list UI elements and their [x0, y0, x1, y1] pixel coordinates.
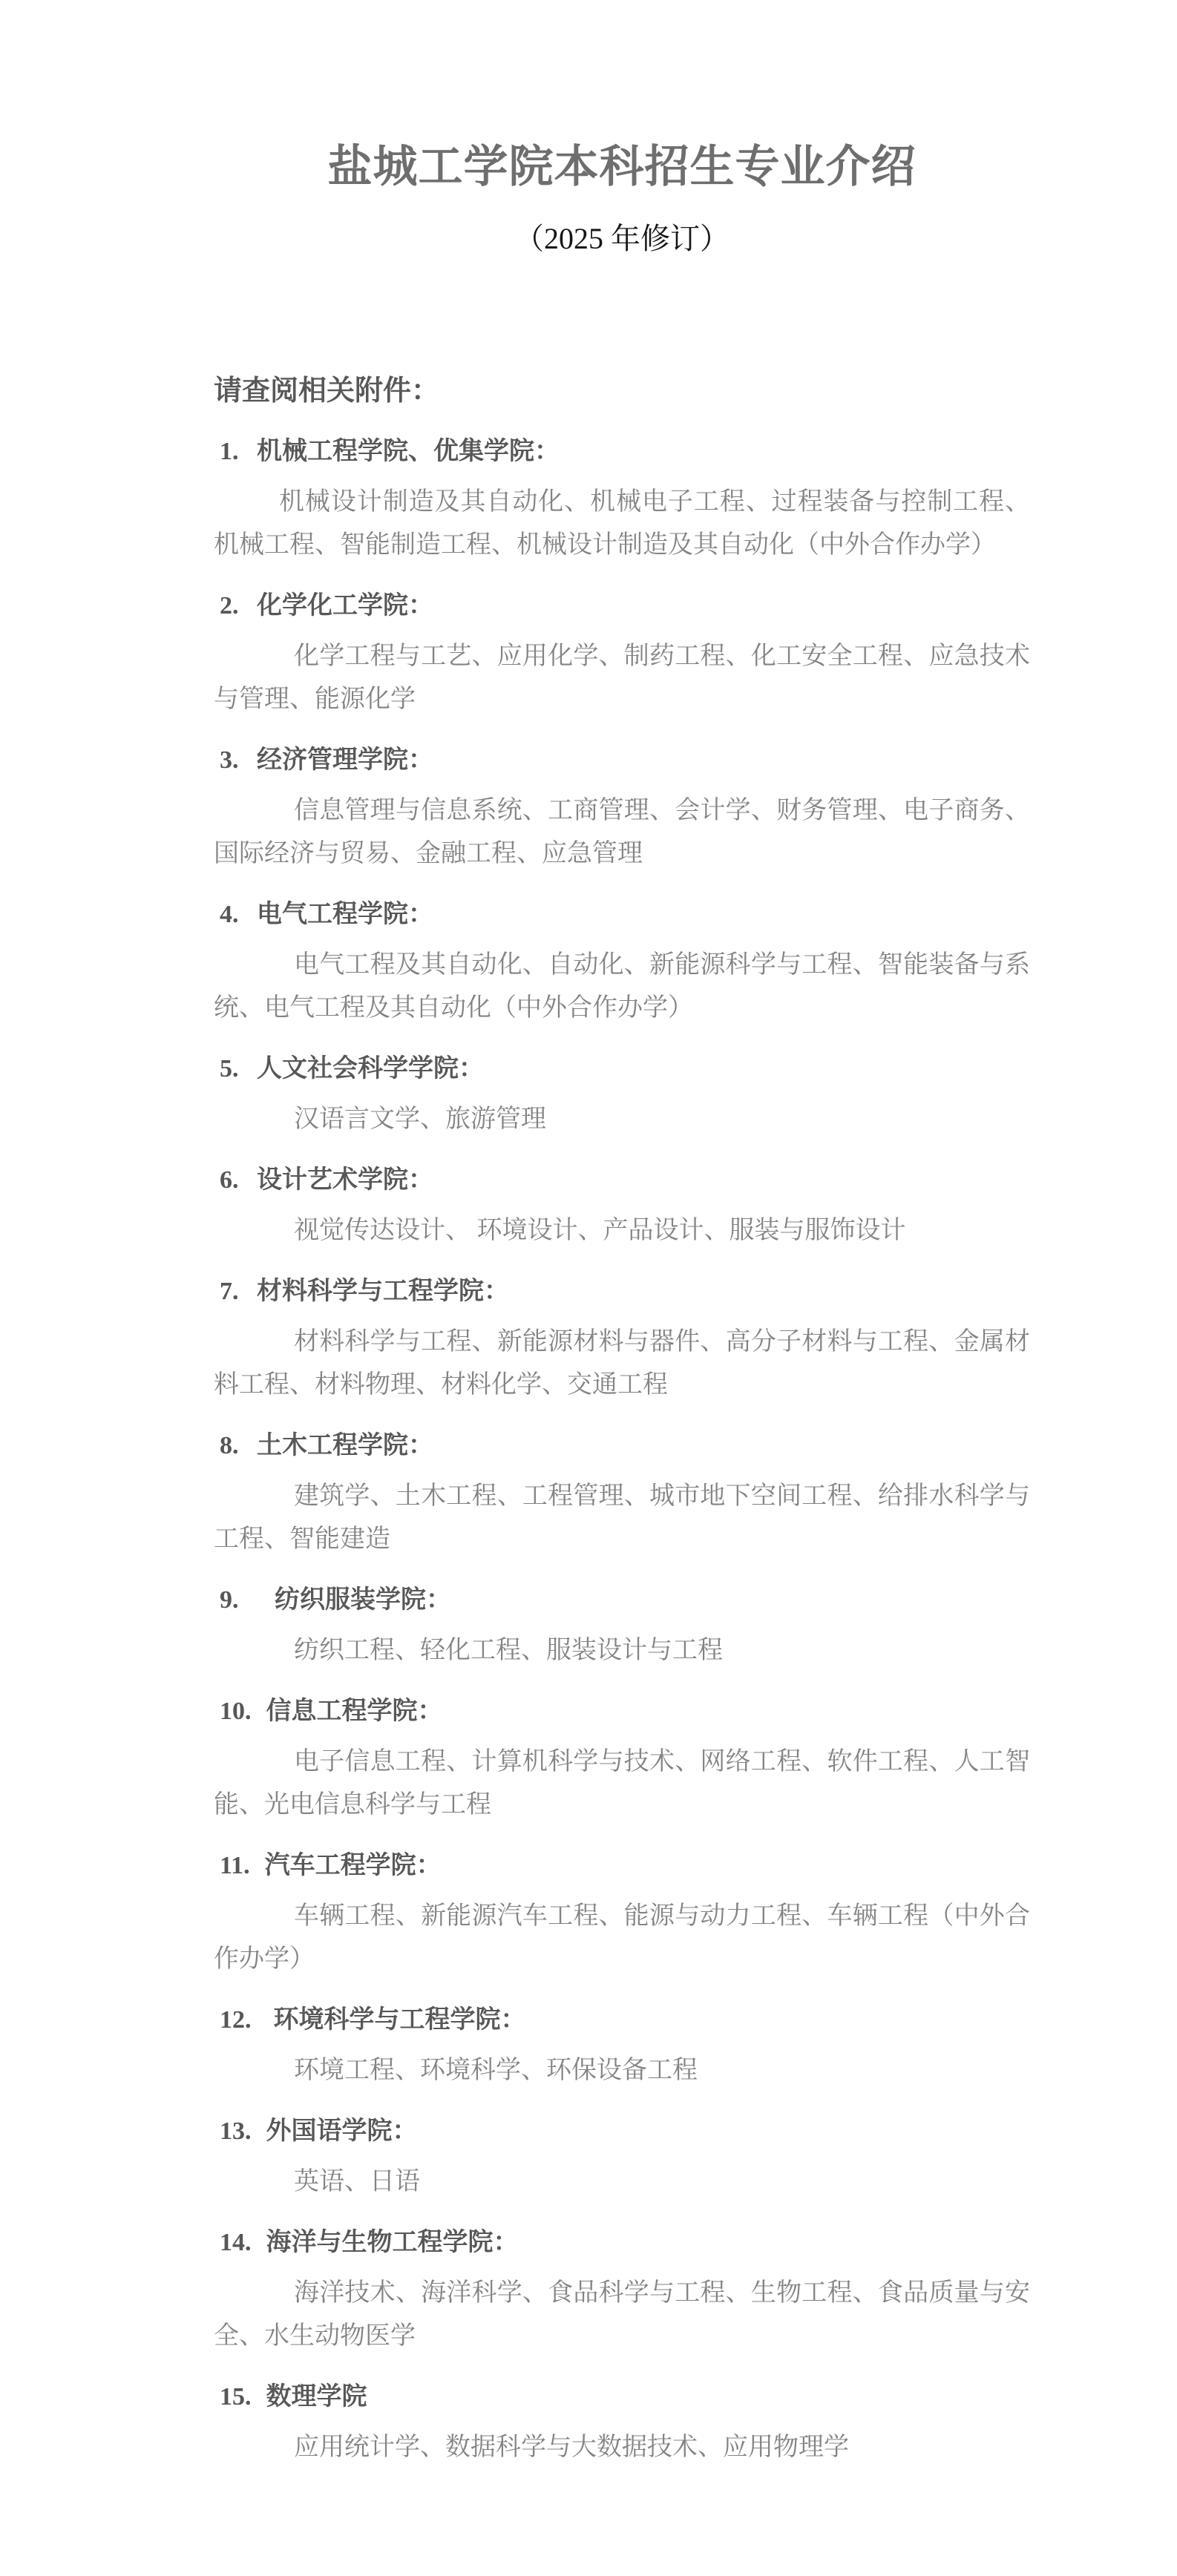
college-name: 信息工程学院： [266, 1698, 443, 1725]
college-name: 化学化工学院： [257, 592, 433, 620]
college-number: 1. [220, 438, 239, 465]
college-item [214, 1048, 1030, 1141]
college-majors: 车辆工程、新能源汽车工程、能源与动力工程、车辆工程（中外合作办学） [214, 1902, 1030, 1973]
college-majors: 电气工程及其自动化、自动化、新能源科学与工程、智能装备与系统、电气工程及其自动化（中外合作办学） [214, 951, 1030, 1022]
college-majors: 环境工程、环境科学、环保设备工程 [294, 2057, 698, 2084]
college-majors: 材料科学与工程、新能源材料与器件、高分子材料与工程、金属材料工程、材料物理、材料化学、交通工程 [214, 1328, 1030, 1399]
college-number: 3. [220, 746, 239, 774]
college-number: 4. [220, 901, 239, 928]
college-majors: 英语、日语 [294, 2168, 420, 2195]
college-item [214, 1579, 1030, 1672]
college-heading [214, 2110, 1030, 2153]
college-heading [214, 1999, 1030, 2042]
page-subtitle: （2025 年修订） [514, 222, 730, 255]
college-list [214, 430, 1030, 2469]
college-item [214, 1425, 1030, 1561]
college-item [214, 1690, 1030, 1827]
college-heading [214, 1425, 1030, 1468]
college-majors: 化学工程与工艺、应用化学、制药工程、化工安全工程、应急技术与管理、能源化学 [214, 643, 1030, 713]
college-number: 6. [220, 1166, 239, 1194]
college-name: 设计艺术学院： [257, 1166, 433, 1194]
college-name: 土木工程学院： [257, 1432, 433, 1459]
college-name: 电气工程学院： [257, 901, 433, 928]
college-name: 数理学院 [266, 2383, 367, 2411]
college-item [214, 1270, 1030, 1407]
college-number: 5. [220, 1055, 239, 1082]
college-number: 14. [220, 2229, 252, 2256]
college-heading [214, 893, 1030, 936]
college-item [214, 739, 1030, 875]
college-name: 海洋与生物工程学院： [266, 2229, 519, 2256]
college-heading [214, 585, 1030, 628]
college-item [214, 585, 1030, 721]
college-item [214, 2110, 1030, 2204]
college-majors: 信息管理与信息系统、工商管理、会计学、财务管理、电子商务、国际经济与贸易、金融工程、应急管理 [214, 797, 1030, 867]
college-heading [214, 1844, 1030, 1887]
college-number: 12. [220, 2006, 252, 2034]
college-heading [214, 1579, 1030, 1622]
college-majors: 应用统计学、数据科学与大数据技术、应用物理学 [294, 2434, 849, 2461]
college-name: 汽车工程学院： [264, 1852, 442, 1879]
college-name: 纺织服装学院： [275, 1586, 451, 1614]
college-item [214, 893, 1030, 1030]
college-heading [214, 1159, 1030, 1202]
college-item [214, 430, 1030, 567]
college-name: 经济管理学院： [257, 746, 433, 774]
college-name: 材料科学与工程学院： [257, 1278, 509, 1305]
college-number: 7. [220, 1278, 239, 1305]
college-majors: 视觉传达设计、 环境设计、产品设计、服装与服饰设计 [294, 1217, 906, 1244]
page-title: 盐城工学院本科招生专业介绍 [327, 142, 917, 191]
intro-line: 请查阅相关附件： [214, 375, 440, 407]
college-heading [214, 1048, 1030, 1091]
college-item [214, 1159, 1030, 1252]
college-name: 外国语学院： [266, 2117, 418, 2145]
college-item [214, 1999, 1030, 2092]
college-majors: 机械设计制造及其自动化、机械电子工程、过程装备与控制工程、机械工程、智能制造工程、机械设计制造及其自动化（中外合作办学） [214, 488, 1030, 559]
college-heading [214, 2376, 1030, 2419]
college-item [214, 1844, 1030, 1981]
college-heading [214, 739, 1030, 782]
college-majors: 纺织工程、轻化工程、服装设计与工程 [294, 1637, 723, 1664]
college-majors: 建筑学、土木工程、工程管理、城市地下空间工程、给排水科学与工程、智能建造 [214, 1482, 1030, 1553]
college-majors: 海洋技术、海洋科学、食品科学与工程、生物工程、食品质量与安全、水生动物医学 [214, 2279, 1030, 2350]
college-number: 8. [220, 1432, 239, 1459]
college-majors: 电子信息工程、计算机科学与技术、网络工程、软件工程、人工智能、光电信息科学与工程 [214, 1748, 1030, 1818]
college-heading [214, 1690, 1030, 1733]
college-number: 2. [220, 592, 239, 620]
college-number: 10. [220, 1698, 252, 1725]
college-number: 9. [220, 1586, 239, 1614]
college-heading [214, 430, 1030, 473]
college-majors: 汉语言文学、旅游管理 [294, 1105, 546, 1133]
college-number: 15. [220, 2383, 252, 2411]
college-name: 人文社会科学学院： [257, 1055, 484, 1082]
college-name: 环境科学与工程学院： [273, 2006, 526, 2034]
college-heading [214, 1270, 1030, 1313]
college-item [214, 2376, 1030, 2469]
college-number: 13. [220, 2117, 252, 2145]
college-item [214, 2221, 1030, 2358]
college-heading [214, 2221, 1030, 2264]
college-name: 机械工程学院、优集学院： [257, 438, 560, 465]
college-number: 11. [220, 1852, 250, 1879]
